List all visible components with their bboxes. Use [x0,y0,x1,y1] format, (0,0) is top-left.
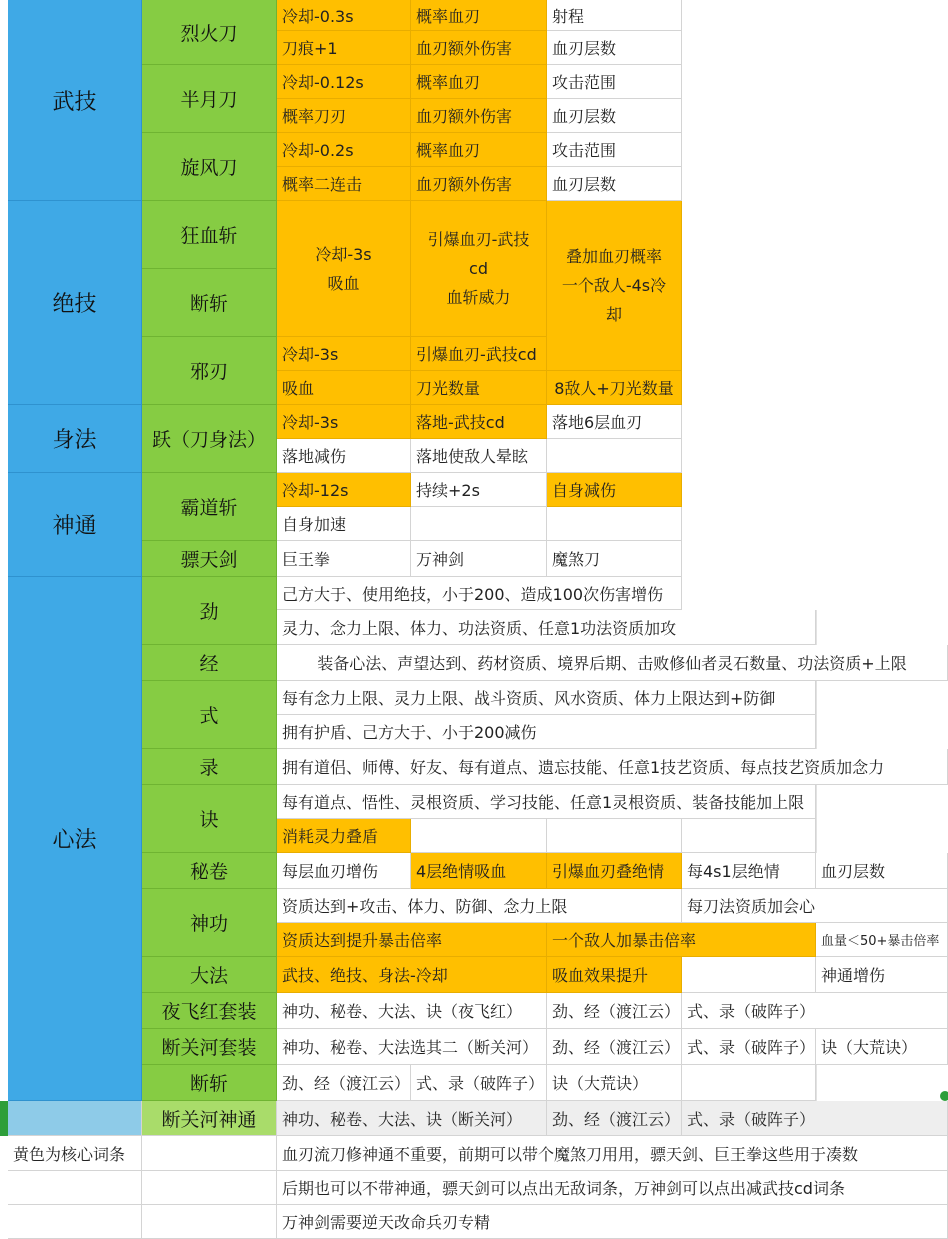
cell[interactable]: 攻击范围 [547,133,682,167]
cell[interactable] [547,507,682,541]
cell[interactable] [411,507,547,541]
cell[interactable]: 神功、秘卷、大法、诀（断关河） [277,1101,547,1136]
cell[interactable] [682,819,816,853]
cell[interactable] [142,1136,277,1171]
skill-yue[interactable]: 跃（刀身法） [142,405,277,473]
cell[interactable]: 神功、秘卷、大法选其二（断关河） [277,1029,547,1065]
merged-cell[interactable]: 冷却-3s 吸血 [277,201,411,337]
cell[interactable]: 每有念力上限、灵力上限、战斗资质、风水资质、体力上限达到+防御 [277,681,816,715]
row-selection-marker [0,1101,8,1136]
cell[interactable]: 血刃层数 [547,167,682,201]
category-wuji[interactable]: 武技 [8,0,142,201]
cell[interactable]: 冷却-12s [277,473,411,507]
cell[interactable]: 神功、秘卷、大法、诀（夜飞红） [277,993,547,1029]
category-shenfa[interactable]: 身法 [8,405,142,473]
cell[interactable]: 资质达到提升暴击倍率 [277,923,547,957]
cell[interactable]: 引爆血刃-武技cd [411,337,547,371]
cell[interactable]: 己方大于、使用绝技，小于200、造成100次伤害增伤 [277,577,682,610]
xinfa-dafa[interactable]: 大法 [142,957,277,993]
set-duanzhan[interactable]: 断斩 [142,1065,277,1101]
cell[interactable]: 血刃层数 [816,853,948,889]
cell[interactable]: 劲、经（渡江云） [547,993,682,1029]
cell[interactable]: 每刀法资质加会心 [682,889,948,923]
cell[interactable]: 射程 [547,0,682,31]
cell[interactable]: 概率刀刃 [277,99,411,133]
skill-kuangxue[interactable]: 狂血斩 [142,201,277,269]
category-jueji[interactable]: 绝技 [8,201,142,405]
cell[interactable]: 概率血刃 [411,0,547,31]
xinfa-lu[interactable]: 录 [142,749,277,785]
xinfa-jue[interactable]: 诀 [142,785,277,853]
skill-badao[interactable]: 霸道斩 [142,473,277,541]
cell[interactable]: 刀光数量 [411,371,547,405]
cell[interactable]: 血刃额外伤害 [411,31,547,65]
set-duanguanhe[interactable]: 断关河套装 [142,1029,277,1065]
cell[interactable]: 引爆血刃叠绝情 [547,853,682,889]
cell[interactable]: 8敌人+刀光数量 [547,371,682,405]
cell[interactable] [411,819,547,853]
cell[interactable]: 装备心法、声望达到、药材资质、境界后期、击败修仙者灵石数量、功法资质+上限 [277,645,948,681]
skill-piaotian[interactable]: 骠天剑 [142,541,277,577]
cell[interactable]: 每4s1层绝情 [682,853,816,889]
cell[interactable]: 吸血效果提升 [547,957,682,993]
cell[interactable]: 巨王拳 [277,541,411,577]
cell[interactable]: 血刃层数 [547,31,682,65]
cell[interactable]: 每层血刃增伤 [277,853,411,889]
cell[interactable]: 自身加速 [277,507,411,541]
xinfa-mijuan[interactable]: 秘卷 [142,853,277,889]
cell[interactable]: 持续+2s [411,473,547,507]
cell[interactable]: 概率血刃 [411,133,547,167]
cell[interactable]: 冷却-3s [277,337,411,371]
note-3[interactable]: 万神剑需要逆天改命兵刃专精 [277,1205,948,1239]
cell[interactable]: 吸血 [277,371,411,405]
skill-xieren[interactable]: 邪刃 [142,337,277,405]
set-shentong[interactable]: 断关河神通 [142,1101,277,1136]
cell[interactable]: 血刃层数 [547,99,682,133]
skill-liehuo[interactable]: 烈火刀 [142,0,277,65]
cell[interactable] [142,1205,277,1239]
cell[interactable]: 冷却-0.3s [277,0,411,31]
cell[interactable]: 诀（大荒诀） [547,1065,682,1101]
cell[interactable]: 诀（大荒诀） [816,1029,948,1065]
cell[interactable]: 血刃额外伤害 [411,167,547,201]
cell[interactable]: 式、录（破阵子） [411,1065,547,1101]
set-yefeihong[interactable]: 夜飞红套装 [142,993,277,1029]
cell[interactable]: 4层绝情吸血 [411,853,547,889]
skill-xuanfeng[interactable]: 旋风刀 [142,133,277,201]
cell[interactable]: 冷却-0.2s [277,133,411,167]
skill-banyue[interactable]: 半月刀 [142,65,277,133]
cell[interactable] [682,957,816,993]
cell[interactable]: 劲、经（渡江云） [547,1029,682,1065]
cell[interactable]: 落地-武技cd [411,405,547,439]
xinfa-shi[interactable]: 式 [142,681,277,749]
cell[interactable]: 武技、绝技、身法-冷却 [277,957,547,993]
cell[interactable]: 落地减伤 [277,439,411,473]
cell[interactable]: 落地使敌人晕眩 [411,439,547,473]
cell[interactable]: 万神剑 [411,541,547,577]
xinfa-jing[interactable]: 经 [142,645,277,681]
cell[interactable]: 攻击范围 [547,65,682,99]
cell[interactable] [547,439,682,473]
cell[interactable]: 拥有道侣、师傅、好友、每有道点、遗忘技能、任意1技艺资质、每点技艺资质加念力 [277,749,948,785]
cell[interactable]: 劲、经（渡江云） [277,1065,411,1101]
cell[interactable]: 神通增伤 [816,957,948,993]
cell[interactable]: 拥有护盾、己方大于、小于200减伤 [277,715,816,749]
cell[interactable]: 血量＜50+暴击倍率 [816,923,948,957]
cell[interactable]: 魔煞刀 [547,541,682,577]
cell[interactable]: 冷却-3s [277,405,411,439]
category-xinfa[interactable]: 心法 [8,577,142,1101]
cell[interactable]: 资质达到+攻击、体力、防御、念力上限 [277,889,682,923]
cell[interactable]: 每有道点、悟性、灵根资质、学习技能、任意1灵根资质、装备技能加上限 [277,785,816,819]
xinfa-jin[interactable]: 劲 [142,577,277,645]
cell[interactable]: 式、录（破阵子） [682,993,948,1029]
cell[interactable] [8,1171,142,1205]
cell[interactable]: 式、录（破阵子） [682,1101,948,1136]
category-shentong[interactable]: 神通 [8,473,142,577]
fill-handle[interactable] [940,1091,948,1101]
cell[interactable] [682,1065,816,1101]
note-2[interactable]: 后期也可以不带神通，骠天剑可以点出无敌词条，万神剑可以点出减武技cd词条 [277,1171,948,1205]
cell[interactable]: 灵力、念力上限、体力、功法资质、任意1功法资质加攻 [277,610,816,645]
merged-cell[interactable]: 叠加血刃概率 一个敌人-4s冷 却 [547,201,682,371]
note-1[interactable]: 血刃流刀修神通不重要，前期可以带个魔煞刀用用，骠天剑、巨王拳这些用于凑数 [277,1136,948,1171]
merged-cell[interactable]: 引爆血刃-武技 cd 血斩威力 [411,201,547,337]
category-blank[interactable] [8,1101,142,1136]
cell[interactable]: 式、录（破阵子） [682,1029,816,1065]
legend-note[interactable]: 黄色为核心词条 [8,1136,142,1171]
cell[interactable] [547,819,682,853]
xinfa-shengong[interactable]: 神功 [142,889,277,957]
cell[interactable] [8,1205,142,1239]
cell[interactable]: 刀痕+1 [277,31,411,65]
cell[interactable]: 自身减伤 [547,473,682,507]
cell[interactable]: 落地6层血刃 [547,405,682,439]
cell[interactable]: 消耗灵力叠盾 [277,819,411,853]
cell[interactable]: 血刃额外伤害 [411,99,547,133]
cell[interactable]: 劲、经（渡江云） [547,1101,682,1136]
skill-duanzhan[interactable]: 断斩 [142,269,277,337]
cell[interactable]: 冷却-0.12s [277,65,411,99]
cell[interactable]: 一个敌人加暴击倍率 [547,923,816,957]
cell[interactable] [142,1171,277,1205]
cell[interactable]: 概率二连击 [277,167,411,201]
cell[interactable]: 概率血刃 [411,65,547,99]
